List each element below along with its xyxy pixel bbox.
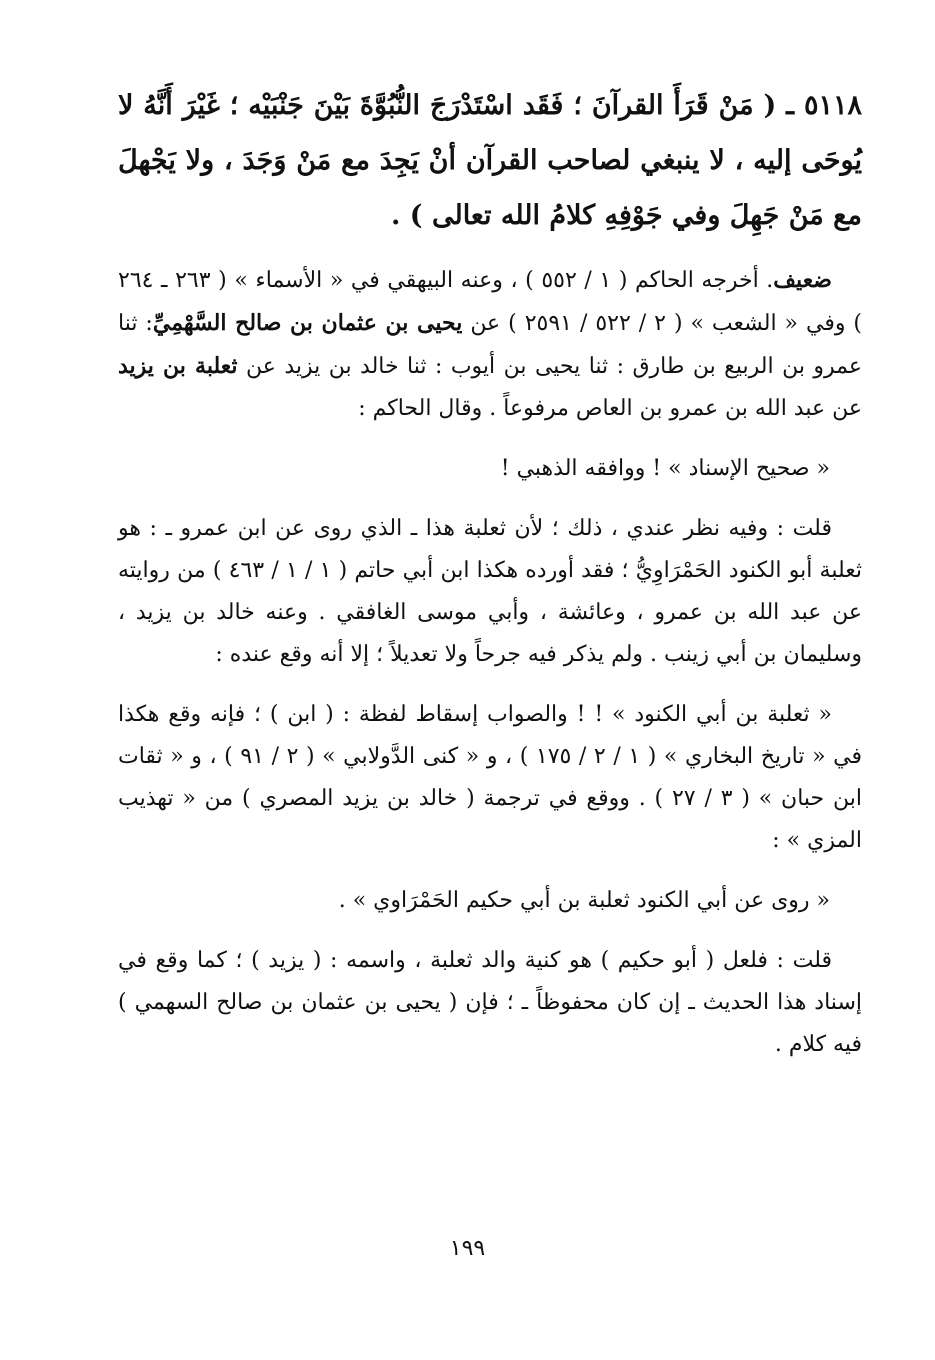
hadith-text [118,78,862,243]
takhrij-text-3: عن عبد الله بن عمرو بن العاص مرفوعاً . وقال الحاكم : [358,396,862,421]
narrator-name-1: يحيى بن عثمان بن صالح السَّهْمِيِّ [152,310,463,336]
narrator-name-2: ثعلبة بن يزيد [118,353,238,379]
hakim-quote: « صحيح الإسناد » ! ووافقه الذهبي ! [500,456,830,481]
hadith-number: ٥١١٨ ـ [786,90,863,121]
takhrij-paragraph [118,259,862,430]
hadith-matn: ( مَنْ قَرَأَ القرآنَ ؛ فَقَد اسْتَدْرَجَ النُّبُوَّةَ بَيْنَ جَنْبَيْه ؛ غَيْرَ أَنَّهُ لا يُوحَى إليه ، لا ينبغي لصاحب القرآن أنْ يَجِدَ مع مَنْ وَجَدَ ، ولا يَجْهلَ مع مَنْ جَهِلَ وفي جَوْفِهِ كلامُ الله تعالى ) . [118,90,862,231]
page-body [118,78,862,1084]
takhrij-text-1: . أخرجه الحاكم ( ١ / ٥٥٢ ) ، وعنه البيهقي في « الأسماء » ( ٢٦٣ ـ ٢٦٤ ) وفي « الشعب » ( ٢ / ٥٢٢ / ٢٥٩١ ) عن [118,268,863,336]
mizzi-quote: « روى عن أبي الكنود ثعلبة بن أبي حكيم الحَمْرَاوي » . [338,888,830,913]
commentary-paragraph-3: قلت : فلعل ( أبو حكيم ) هو كنية والد ثعلبة ، واسمه : ( يزيد ) ؛ كما وقع في إسناد هذا الحديث ـ إن كان محفوظاً ـ ؛ فإن ( يحيى بن عثمان بن صالح السهمي ) فيه كلام . [118,948,862,1057]
takhrij-text-2: : ثنا عمرو بن الربيع بن طارق : ثنا يحيى بن أيوب : ثنا خالد بن يزيد عن [118,311,863,379]
grade-label: ضعيف [773,267,832,293]
commentary-paragraph-1: قلت : وفيه نظر عندي ، ذلك ؛ لأن ثعلبة هذا ـ الذي روى عن ابن عمرو ـ : هو ثعلبة أبو الكنود الحَمْرَاوِيُّ ؛ فقد أورده هكذا ابن أبي حاتم ( ١ / ١ / ٤٦٣ ) من روايته عن عبد الله بن عمرو ، وعائشة ، وأبي موسى الغافقي . وعنه خالد بن يزيد ، وسليمان بن أبي زينب . ولم يذكر فيه جرحاً ولا تعديلاً ؛ إلا أنه وقع عنده : [118,516,863,667]
page-number: ١٩٩ [449,1236,486,1261]
commentary-paragraph-2: « ثعلبة بن أبي الكنود » ! ! والصواب إسقاط لفظة : ( ابن ) ؛ فإنه وقع هكذا في « تاريخ البخاري » ( ١ / ٢ / ١٧٥ ) ، و « كنى الدَّولابي » ( ٢ / ٩١ ) ، و « ثقات ابن حبان » ( ٣ / ٢٧ ) . ووقع في ترجمة ( خالد بن يزيد المصري ) من « تهذيب المزي » : [118,702,862,853]
